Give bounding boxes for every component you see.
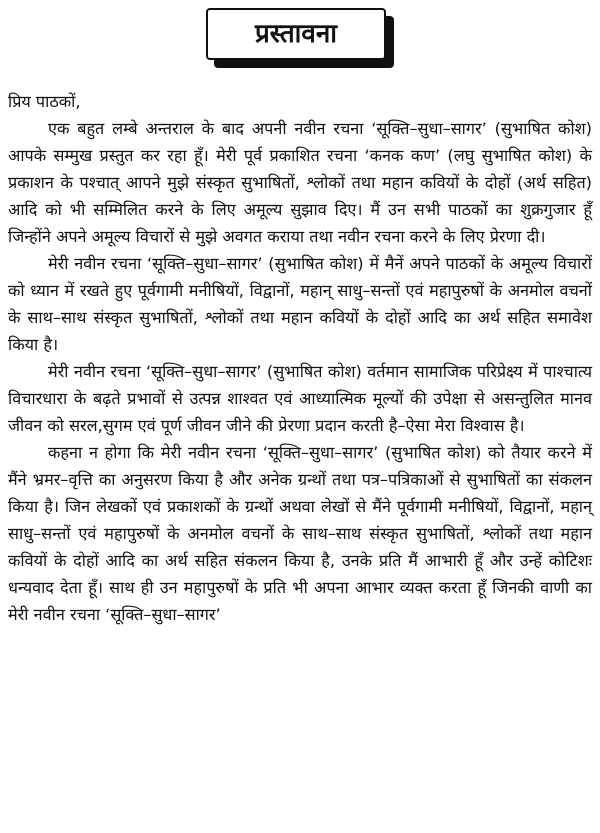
paragraph-2: मेरी नवीन रचना ‘सूक्ति–सुधा–सागर’ (सुभाषित कोश) में मैनें अपने पाठकों के अमूल्य विचारों को ध्यान में रखते हुए पूर्वगामी मनीषियों, विद्वानों, महान् साधु–सन्तों एवं महापुरुषों के अनमोल वचनों के साथ–साथ संस्कृत सुभाषितों, श्लोकों तथा महान कवियों के दोहों आदि का अर्थ सहित समावेश किया है। [8, 254, 592, 354]
paragraph-1: एक बहुत लम्बे अन्तराल के बाद अपनी नवीन रचना ‘सूक्ति–सुधा–सागर’ (सुभाषित कोश) आपके सम्मुख प्रस्तुत कर रहा हूँ। मेरी पूर्व प्रकाशित रचना ‘कनक कण’ (लघु सुभाषित कोश) के प्रकाशन के पश्चात् आपने मुझे संस्कृत सुभाषितों, श्लोकों तथा महान कवियों के दोहों (अर्थ सहित) आदि को भी सम्मिलित करने के लिए अमूल्य सुझाव दिए। मैं उन सभी पाठकों का शुक्रगुजार हूँ जिन्होंने अपने अमूल्य विचारों से मुझे अवगत कराया तथा नवीन रचना करने के लिए प्रेरणा दी। [8, 119, 592, 246]
page-title-frame [206, 8, 396, 70]
salutation: प्रिय पाठकों, [8, 92, 81, 111]
paragraph-3: मेरी नवीन रचना ‘सूक्ति–सुधा–सागर’ (सुभाषित कोश) वर्तमान सामाजिक परिप्रेक्ष्य में पाश्चात्य विचारधारा के बढ़ते प्रभावों से उत्पन्न शाश्वत एवं आध्यात्मिक मूल्यों की उपेक्षा से असन्तुलित मानव जीवन को सरल,सुगम एवं पूर्ण जीवन जीने की प्रेरणा प्रदान करती है–ऐसा मेरा विश्वास है। [8, 362, 592, 435]
preface-body [8, 88, 592, 628]
paragraph-4: कहना न होगा कि मेरी नवीन रचना ‘सूक्ति–सुधा–सागर’ (सुभाषित कोश) को तैयार करने में मैंने भ्रमर–वृत्ति का अनुसरण किया है और अनेक ग्रन्थों तथा पत्र–पत्रिकाओं से सुभाषितों का संकलन किया है। जिन लेखकों एवं प्रकाशकों के ग्रन्थों अथवा लेखों से मैंने पूर्वगामी मनीषियों, विद्वानों, महान् साधु–सन्तों एवं महापुरुषों के अनमोल वचनों के साथ–साथ संस्कृत सुभाषितों, श्लोकों तथा महान कवियों के दोहों आदि का अर्थ सहित संकलन किया है, उनके प्रति मैं आभारी हूँ और उन्हें कोटिशः धन्यवाद देता हूँ। साथ ही उन महापुरुषों के प्रति भी अपना आभार व्यक्त करता हूँ जिनकी वाणी का मेरी नवीन रचना ‘सूक्ति–सुधा–सागर’ [8, 443, 592, 624]
page-title: प्रस्तावना [206, 8, 386, 60]
